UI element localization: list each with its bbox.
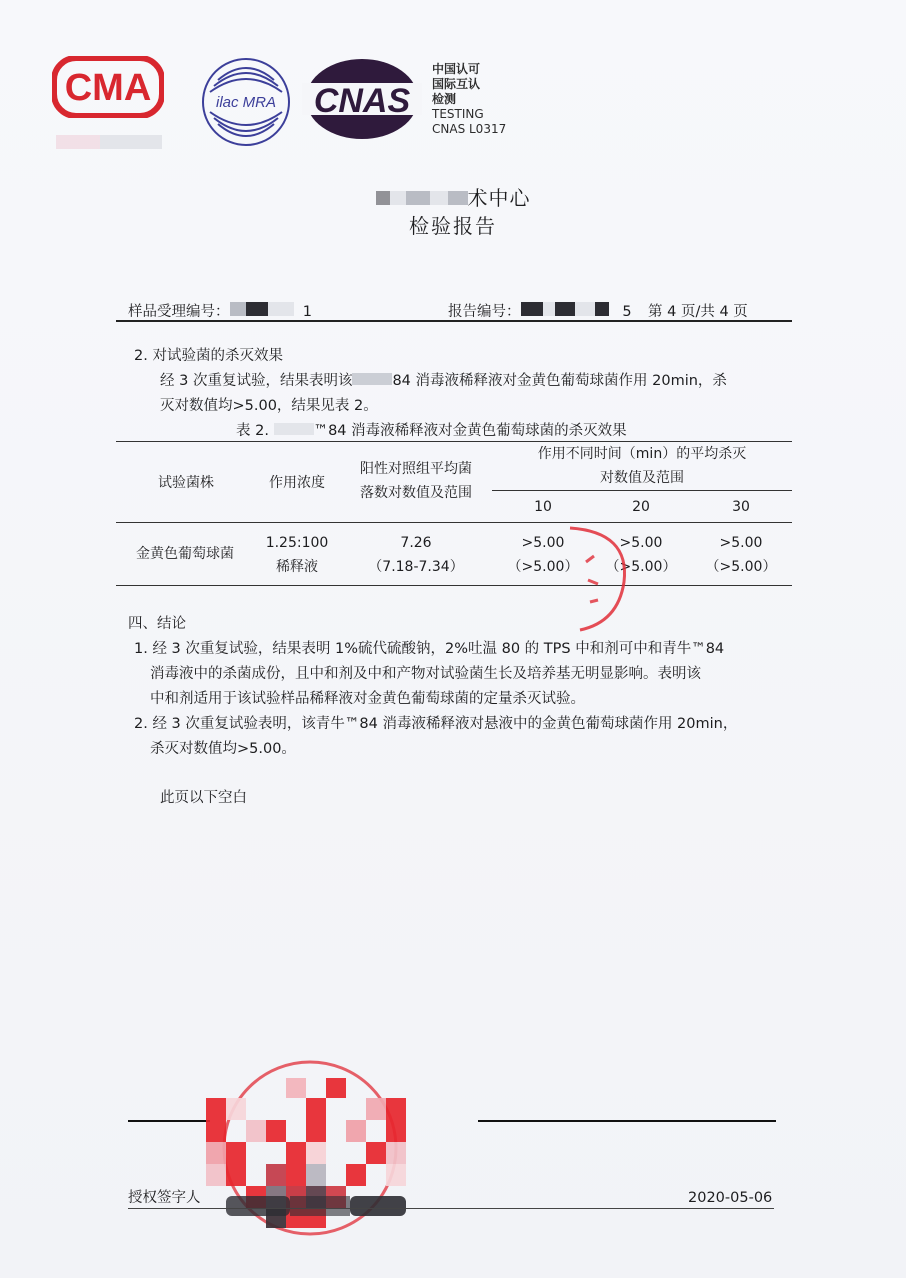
col-header-20: 20 <box>632 499 650 515</box>
table-bottom-rule <box>116 585 792 586</box>
section-2-heading: 2. 对试验菌的杀灭效果 <box>134 348 283 364</box>
table-header-rule <box>116 522 792 523</box>
official-stamp-partial <box>560 522 660 632</box>
signature-date-rule <box>128 1208 774 1209</box>
cell-30-range: （>5.00） <box>705 559 777 575</box>
col-header-concentration: 作用浓度 <box>269 475 325 491</box>
cnas-logo <box>302 57 422 141</box>
col-header-strain: 试验菌株 <box>158 475 214 491</box>
conclusion-2-line-1: 2. 经 3 次重复试验表明，该青牛™84 消毒液稀释液对悬液中的金黄色葡萄球菌作用 20min， <box>134 716 738 732</box>
col-header-positive-1: 阳性对照组平均菌 <box>360 461 472 477</box>
svg-text:CMA: CMA <box>64 67 152 109</box>
cell-concentration-2: 稀释液 <box>276 559 318 575</box>
cnas-line-4: TESTING <box>432 107 484 121</box>
section-2-line-1: 经 3 次重复试验，结果表明该 84 消毒液稀释液对金黄色葡萄球菌作用 20min，杀 <box>160 373 727 389</box>
cell-10-range: （>5.00） <box>507 559 579 575</box>
table-top-rule <box>116 441 792 442</box>
cnas-line-3: 检测 <box>432 92 457 106</box>
report-title: 检验报告 <box>409 214 497 238</box>
cell-positive-range: （7.18-7.34） <box>368 559 464 575</box>
conclusion-1-line-2: 消毒液中的杀菌成份，且中和剂及中和产物对试验菌生长及培养基无明显影响。表明该 <box>150 666 701 682</box>
page-info: 第 4 页/共 4 页 <box>648 304 748 320</box>
cma-number-redacted <box>56 134 168 152</box>
cell-strain: 金黄色葡萄球菌 <box>136 546 234 562</box>
cell-positive-mean: 7.26 <box>400 535 432 551</box>
cnas-line-2: 国际互认 <box>432 77 481 91</box>
organization-name: 术中心 <box>0 182 906 211</box>
cma-logo <box>52 56 164 118</box>
signature-date: 2020-05-06 <box>688 1190 773 1206</box>
report-number: 报告编号： 5 <box>448 304 632 320</box>
signatory-label: 授权签字人 <box>128 1190 201 1206</box>
cnas-line-5: CNAS L0317 <box>432 122 507 136</box>
cell-20-range: （>5.00） <box>605 559 677 575</box>
table-subheader-rule <box>492 490 792 491</box>
signature-line-right <box>478 1120 776 1122</box>
col-header-10: 10 <box>534 499 552 515</box>
section-2-line-2: 灭对数值均>5.00，结果见表 2。 <box>160 398 378 414</box>
col-header-time-1: 作用不同时间（min）的平均杀灭 <box>537 446 747 462</box>
cnas-accreditation-text <box>432 62 542 137</box>
table-caption: 表 2. ™84 消毒液稀释液对金黄色葡萄球菌的杀灭效果 <box>236 423 627 439</box>
header-rule <box>116 320 792 322</box>
ilac-mra-logo <box>200 56 292 148</box>
cell-30-value: >5.00 <box>719 535 763 551</box>
sample-number: 样品受理编号： 1 <box>128 304 312 320</box>
conclusion-2-line-2: 杀灭对数值均>5.00。 <box>150 741 296 757</box>
blank-note: 此页以下空白 <box>160 790 247 806</box>
svg-text:ilac MRA: ilac MRA <box>215 94 277 111</box>
conclusion-1-line-1: 1. 经 3 次重复试验，结果表明 1%硫代硫酸钠，2%吐温 80 的 TPS 中和剂可中和青牛™84 <box>134 641 725 657</box>
cell-10-value: >5.00 <box>521 535 565 551</box>
signature-redacted <box>226 1196 414 1218</box>
col-header-30: 30 <box>732 499 750 515</box>
signature-line-left <box>128 1120 210 1122</box>
col-header-positive-2: 落数对数值及范围 <box>360 485 472 501</box>
cell-20-value: >5.00 <box>619 535 663 551</box>
cell-concentration-1: 1.25:100 <box>265 535 329 551</box>
conclusion-1-line-3: 中和剂适用于该试验样品稀释液对金黄色葡萄球菌的定量杀灭试验。 <box>150 691 585 707</box>
cnas-line-1: 中国认可 <box>432 62 481 76</box>
conclusion-heading: 四、结论 <box>128 616 186 632</box>
col-header-time-2: 对数值及范围 <box>600 470 684 486</box>
svg-text:CNAS: CNAS <box>313 82 411 120</box>
